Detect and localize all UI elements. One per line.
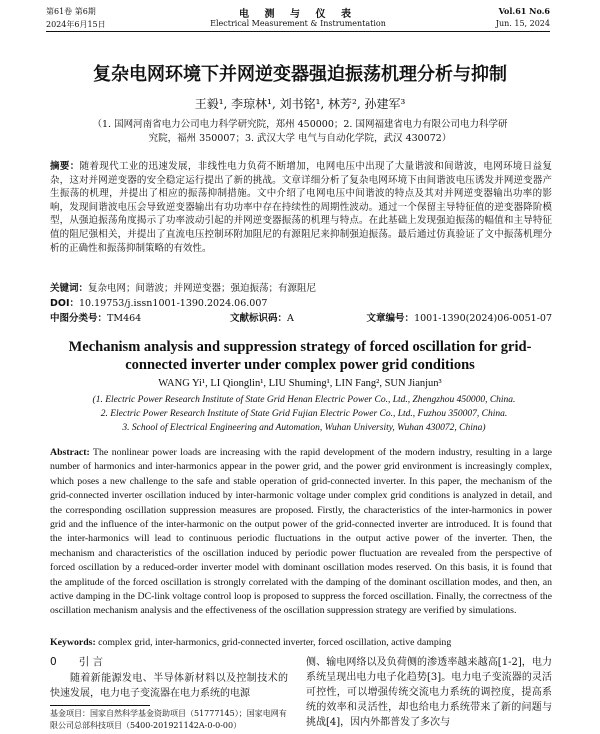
abstract-cn	[50, 160, 552, 255]
funding-footnote: 基金项目：国家自然科学基金资助项目（51777145）；国家电网有限公司总部科技项目（5400-201921142A-0-0-00）	[50, 709, 287, 730]
footnote-rule	[50, 705, 150, 706]
doc-code	[230, 310, 294, 324]
clc-value: TM464	[107, 313, 142, 324]
doi-value: 10.19753/j.issn1001-1390.2024.06.007	[79, 298, 268, 309]
date-cn: 2024年6月15日	[46, 20, 106, 29]
issue-cn: 第61卷 第6期	[46, 7, 96, 16]
title-en: Mechanism analysis and suppression strategy of forced oscillation for grid-connected inverter under complex power grid conditions	[68, 339, 532, 373]
article-number-value: 1001-1390(2024)06-0051-07	[414, 313, 552, 324]
authors-en: WANG Yi¹, LI Qionglin¹, LIU Shuming¹, LIN Fang², SUN Jianjun³	[158, 378, 442, 389]
journal-name-cn: 电 测 与 仪 表	[239, 9, 357, 20]
abstract-en-text: The nonlinear power loads are increasing with the rapid development of the modern industry, resulting in a large number of harmonics and inter-harmonics appear in the power grid, and the power grid environment is increasingly complex, which poses a new challenge to the safe and stable operation of grid-connected inverter. In this paper, the mechanism of the grid-connected inverter oscillation induced by inter-harmonic voltage under complex grid conditions is analyzed in detail, and the corresponding oscillation suppression measures are proposed. Firstly, the characteristics of the inter-harmonics in power grid and the influence of the inter-harmonic on the output power of the grid-connected inverter are introduced. It is found that the inter-harmonics will lead to continuous periodic fluctuations in the output active power of the inverter. Then, the mechanism and characteristics of the oscillation induced by periodic power fluctuation are revealed from the perspective of forced oscillation by a reduced-order inverter model with dominant oscillation modes reserved. On this basis, it is found that the amplitude of the forced oscillation is strongly correlated with the damping of the dominant oscillation modes, and then, an active damping in the DC-link voltage control loop is proposed to suppress the forced oscillation. Finally, the correctness of the oscillation mechanism analysis and the effectiveness of the oscillation suppression strategy are verified by simulations.	[50, 447, 552, 617]
keywords-en	[50, 637, 552, 648]
affiliation-en-2: 2. Electric Power Research Institute of State Grid Fujian Electric Power Co., Ltd., Fuzhou 350007, China.	[100, 409, 508, 419]
title-cn: 复杂电网环境下并网逆变器强迫振荡机理分析与抑制	[93, 64, 507, 85]
classification-row	[50, 310, 552, 324]
intro-text-left: 随着新能源发电、半导体新材料以及控制技术的快速发展，电力电子变流器在电力系统的电源	[50, 673, 288, 699]
keywords-en-text: complex grid, inter-harmonics, grid-connected inverter, forced oscillation, active damping	[98, 637, 452, 648]
date-en: Jun. 15, 2024	[495, 19, 550, 28]
doi-label: DOI：	[50, 298, 79, 309]
clc-number	[50, 310, 141, 324]
article-number-label: 文章编号：	[366, 313, 415, 324]
article-number	[367, 310, 552, 324]
keywords-cn	[50, 280, 552, 294]
intro-text-right: 侧、输电网络以及负荷侧的渗透率越来越高[1-2]，电力系统呈现出电力电子化趋势[3]。电力电子变流器的灵活可控性，可以增强传统交流电力系统的调控度，提高系统的效率和灵活性，却也给电力系统带来了新的问题与挑战[4]，因内外都普发了多次与	[306, 657, 552, 728]
running-header	[46, 6, 550, 34]
authors-cn: 王毅¹, 李琼林¹, 刘书铭¹, 林芳², 孙建军³	[194, 97, 406, 111]
affiliations-cn: （1. 国网河南省电力公司电力科学研究院，郑州 450000；2. 国网福建省电力有限公司电力科学研究院，福州 350007；3. 武汉大学 电气与自动化学院，武汉 430072）	[92, 119, 508, 144]
left-column	[50, 655, 288, 701]
clc-label: 中图分类号：	[50, 313, 108, 324]
affiliations-en	[60, 393, 548, 435]
abstract-en	[50, 446, 552, 619]
header-rule	[46, 31, 550, 32]
doc-code-label: 文献标识码：	[230, 313, 288, 324]
keywords-cn-label: 关键词：	[50, 283, 89, 294]
volume-en: Vol.61 No.6	[498, 6, 550, 16]
abstract-en-label: Abstract:	[50, 447, 90, 458]
keywords-cn-text: 复杂电网；间谐波；并网逆变器；强迫振荡；有源阻尼	[88, 283, 317, 294]
abstract-cn-label: 摘要：	[50, 161, 80, 172]
keywords-en-label: Keywords:	[50, 637, 96, 648]
section-title: 引 言	[78, 656, 104, 668]
abstract-cn-text: 随着现代工业的迅速发展，非线性电力负荷不断增加，电网电压中出现了大量谐波和间谐波，电网环境日益复杂，这对并网逆变器的安全稳定运行提出了新的挑战。文章详细分析了复杂电网环境下由间谐波电压诱发并网逆变器产生振荡的机理，并提出了相应的振荡抑制措施。文中介绍了电网电压中间谐波的特点及其对并网逆变器输出功率的影响，发现间谐波电压会导致逆变器输出有功功率中存在持续性的周期性波动。通过一个保留主导特征值的逆变器降阶模型，从强迫振荡角度揭示了功率波动引起的并网逆变器振荡的机理与特点。在此基础上发现强迫振荡的幅值和主导特征值的阻尼强相关，并提出了直流电压控制环附加阻尼的有源阻尼来抑制强迫振荡。最后通过仿真验证了文中振荡机理分析的正确性和振荡抑制策略的有效性。	[50, 161, 552, 254]
affiliation-en-1: (1. Electric Power Research Institute of State Grid Henan Electric Power Co., Ltd., Zhengzhou 450000, China.	[92, 395, 516, 405]
affiliation-en-3: 3. School of Electrical Engineering and Automation, Wuhan University, Wuhan 430072, China)	[122, 423, 486, 433]
doc-code-value: A	[287, 313, 294, 324]
journal-name-en: Electrical Measurement & Instrumentation	[210, 19, 386, 28]
section-heading	[50, 655, 288, 670]
doi	[50, 295, 552, 309]
section-number: 0	[50, 656, 57, 668]
